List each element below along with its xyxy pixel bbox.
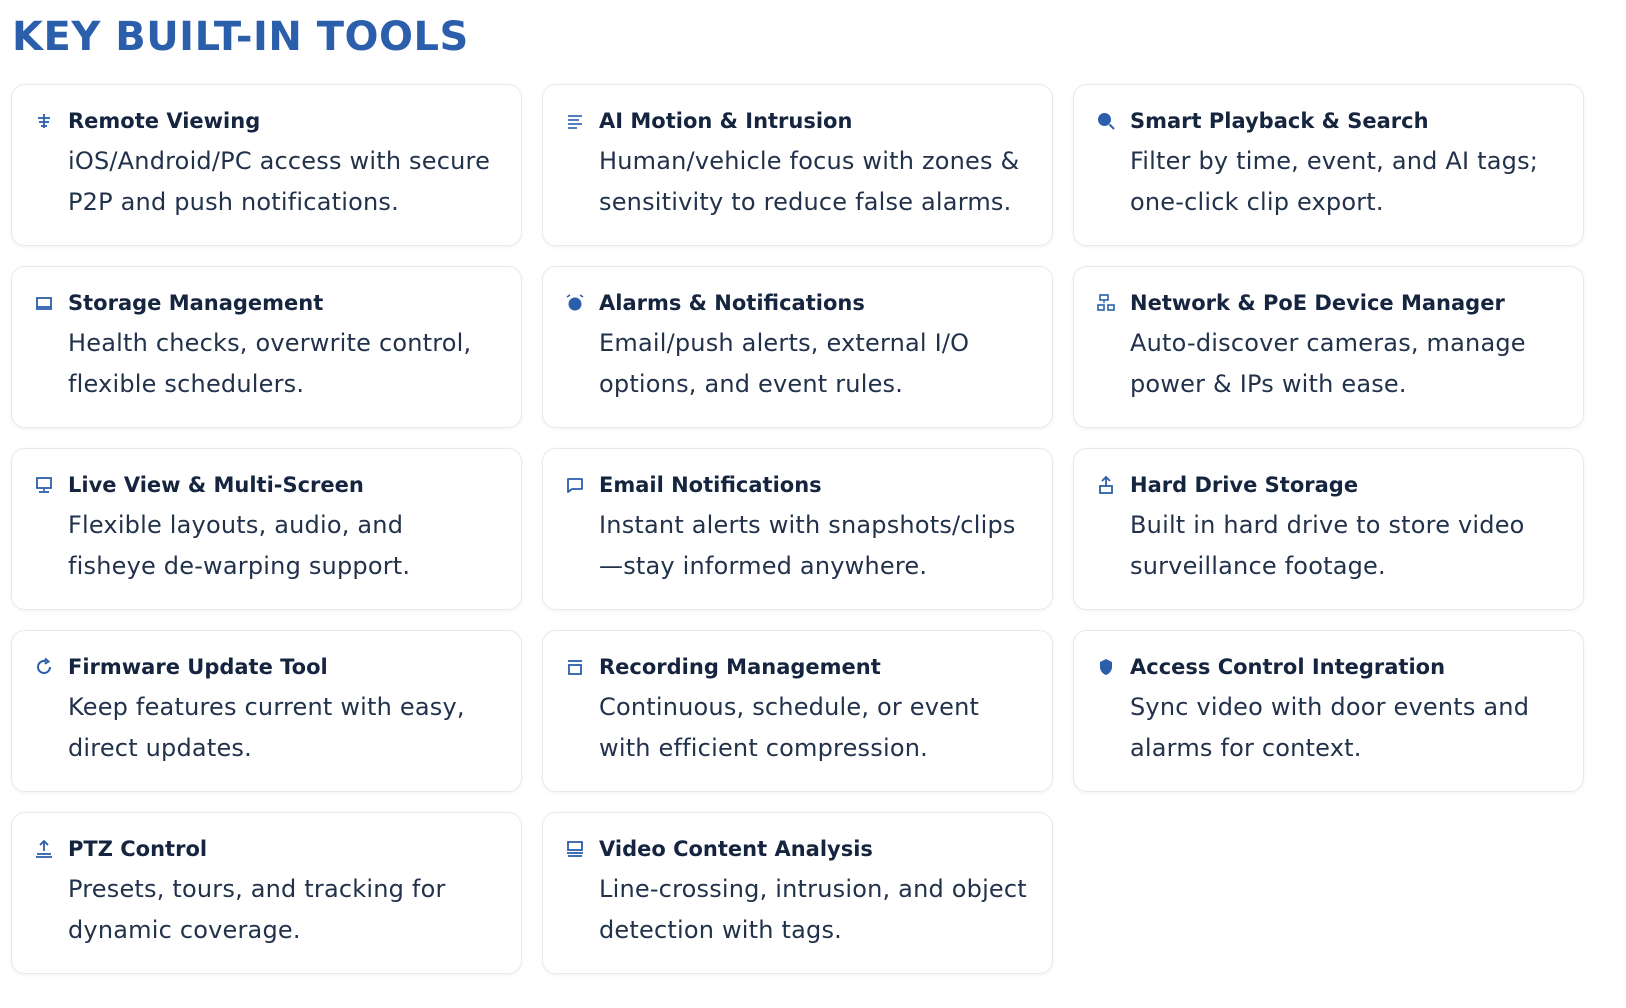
tool-card-description: Filter by time, event, and AI tags; one-click clip export. — [1130, 147, 1539, 216]
tool-card-description: Presets, tours, and tracking for dynamic coverage. — [68, 875, 446, 944]
tool-card-text — [599, 835, 1028, 951]
tool-card-description: Health checks, overwrite control, flexible schedulers. — [68, 329, 472, 398]
tool-card-description: Instant alerts with snapshots/clips—stay informed anywhere. — [599, 511, 1016, 580]
tool-card-network-and-poe-device-manager[interactable] — [1073, 266, 1584, 428]
tool-card-description: Built in hard drive to store video surveillance footage. — [1130, 511, 1525, 580]
message-icon — [565, 475, 585, 495]
antenna-icon — [34, 111, 54, 131]
lines-icon — [565, 111, 585, 131]
tool-card-text — [1130, 471, 1559, 587]
upload-icon — [1096, 475, 1116, 495]
tool-card-text — [68, 835, 497, 951]
tool-card-hard-drive-storage[interactable] — [1073, 448, 1584, 610]
tool-card-access-control-integration[interactable] — [1073, 630, 1584, 792]
tools-grid — [11, 84, 1584, 974]
search-icon — [1096, 111, 1116, 131]
tool-card-text — [599, 653, 1028, 769]
tool-card-text — [599, 471, 1028, 587]
tool-card-description: Flexible layouts, audio, and fisheye de-warping support. — [68, 511, 411, 580]
tool-card-text — [599, 289, 1028, 405]
tool-card-storage-management[interactable] — [11, 266, 522, 428]
tool-card-title: Storage Management — [68, 291, 324, 315]
tool-card-description: iOS/Android/PC access with secure P2P and push notifications. — [68, 147, 491, 216]
tool-card-title: Recording Management — [599, 655, 881, 679]
tool-card-text — [1130, 289, 1559, 405]
tool-card-title: Network & PoE Device Manager — [1130, 291, 1505, 315]
tool-card-text — [1130, 653, 1559, 769]
refresh-icon — [34, 657, 54, 677]
tool-card-text — [1130, 107, 1559, 223]
tool-card-recording-management[interactable] — [542, 630, 1053, 792]
tool-card-description: Line-crossing, intrusion, and object detection with tags. — [599, 875, 1027, 944]
tool-card-remote-viewing[interactable] — [11, 84, 522, 246]
drive-icon — [34, 293, 54, 313]
ptz-icon — [34, 839, 54, 859]
monitor-icon — [34, 475, 54, 495]
archive-icon — [565, 657, 585, 677]
tool-card-alarms-and-notifications[interactable] — [542, 266, 1053, 428]
network-icon — [1096, 293, 1116, 313]
tool-card-description: Auto-discover cameras, manage power & IPs with ease. — [1130, 329, 1526, 398]
tool-card-title: Access Control Integration — [1130, 655, 1446, 679]
tool-card-title: Video Content Analysis — [599, 837, 873, 861]
tool-card-smart-playback-and-search[interactable] — [1073, 84, 1584, 246]
shield-icon — [1096, 657, 1116, 677]
tool-card-title: Remote Viewing — [68, 109, 261, 133]
tool-card-description: Human/vehicle focus with zones & sensitivity to reduce false alarms. — [599, 147, 1020, 216]
tool-card-title: Firmware Update Tool — [68, 655, 328, 679]
tool-card-video-content-analysis[interactable] — [542, 812, 1053, 974]
tool-card-text — [68, 107, 497, 223]
screen-icon — [565, 839, 585, 859]
tool-card-description: Sync video with door events and alarms for context. — [1130, 693, 1530, 762]
tool-card-text — [68, 471, 497, 587]
tool-card-description: Keep features current with easy, direct updates. — [68, 693, 465, 762]
tool-card-text — [68, 289, 497, 405]
tool-card-title: AI Motion & Intrusion — [599, 109, 853, 133]
tool-card-live-view-and-multi-screen[interactable] — [11, 448, 522, 610]
tool-card-title: Alarms & Notifications — [599, 291, 865, 315]
tool-card-title: Live View & Multi-Screen — [68, 473, 364, 497]
tool-card-text — [68, 653, 497, 769]
tool-card-description: Continuous, schedule, or event with efficient compression. — [599, 693, 980, 762]
tool-card-text — [599, 107, 1028, 223]
tool-card-ptz-control[interactable] — [11, 812, 522, 974]
page-title: KEY BUILT-IN TOOLS — [12, 14, 469, 60]
alarm-icon — [565, 293, 585, 313]
tool-card-ai-motion-and-intrusion[interactable] — [542, 84, 1053, 246]
tool-card-title: Smart Playback & Search — [1130, 109, 1429, 133]
tool-card-firmware-update-tool[interactable] — [11, 630, 522, 792]
tool-card-title: Hard Drive Storage — [1130, 473, 1359, 497]
tool-card-title: Email Notifications — [599, 473, 822, 497]
tool-card-description: Email/push alerts, external I/O options, and event rules. — [599, 329, 970, 398]
tool-card-title: PTZ Control — [68, 837, 208, 861]
tool-card-email-notifications[interactable] — [542, 448, 1053, 610]
